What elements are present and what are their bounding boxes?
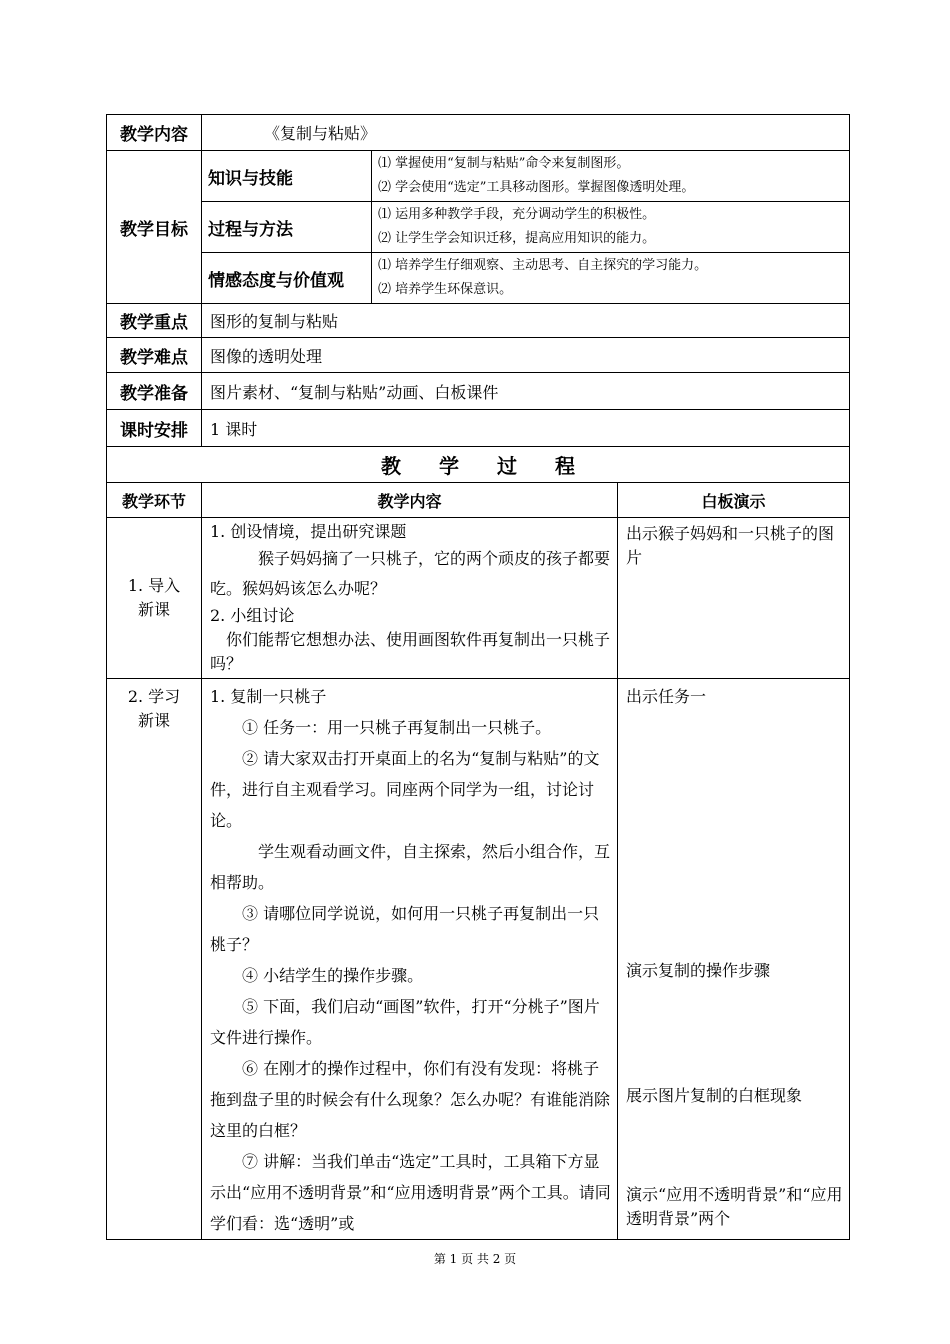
stage-learn-line: 新课 [137, 711, 170, 730]
learn-item: ⑤ 下面，我们启动“画图”软件，打开“分桃子”图片文件进行操作。 [210, 997, 600, 1047]
intro-item: 你们能帮它想想办法、使用画图软件再复制出一只桃子吗？ [210, 630, 611, 673]
teaching-process-table [106, 446, 850, 1240]
goal-knowledge-label: 知识与技能 [202, 151, 372, 202]
col-demo-header: 白板演示 [618, 483, 850, 518]
content-label: 教学内容 [107, 115, 202, 151]
goal-process-line: ⑵ 让学生学会知识迁移，提高应用知识的能力。 [378, 231, 656, 246]
stage-learn [107, 679, 202, 1240]
stage-intro-line: 1. 导入 [127, 576, 181, 595]
schedule-value: 1 课时 [202, 410, 850, 447]
goal-process-lines [372, 202, 850, 253]
learn-item: ③ 请哪位同学说说，如何用一只桃子再复制出一只桃子？ [210, 904, 600, 954]
col-stage-header: 教学环节 [107, 483, 202, 518]
key-label: 教学重点 [107, 304, 202, 338]
goal-process-line: ⑴ 运用多种教学手段，充分调动学生的积极性。 [378, 207, 656, 222]
lesson-info-table [106, 114, 850, 447]
goal-attitude-label: 情感态度与价值观 [202, 253, 372, 304]
goal-knowledge-line: ⑵ 学会使用“选定”工具移动图形。掌握图像透明处理。 [378, 180, 695, 195]
col-content-header: 教学内容 [202, 483, 618, 518]
learn-demo [618, 679, 850, 1240]
intro-item: 2. 小组讨论 [210, 606, 295, 625]
demo-white-frame: 展示图片复制的白框现象 [626, 1086, 803, 1105]
demo-background-tools: 演示“应用不透明背景”和“应用透明背景”两个 [626, 1185, 843, 1228]
goal-knowledge-lines [372, 151, 850, 202]
schedule-label: 课时安排 [107, 410, 202, 447]
intro-item: 猴子妈妈摘了一只桃子，它的两个顽皮的孩子都要吃。猴妈妈该怎么办呢？ [210, 549, 611, 598]
goal-process-label: 过程与方法 [202, 202, 372, 253]
stage-learn-line: 2. 学习 [127, 687, 181, 706]
intro-item: 1. 创设情境，提出研究课题 [210, 522, 407, 541]
learn-item: ④ 小结学生的操作步骤。 [242, 966, 424, 985]
learn-item: ② 请大家双击打开桌面上的名为“复制与粘贴”的文件，进行自主观看学习。同座两个同学为一组，讨论讨论。 [210, 749, 600, 830]
demo-copy-steps: 演示复制的操作步骤 [626, 961, 771, 980]
goal-label: 教学目标 [107, 151, 202, 304]
goal-attitude-line: ⑴ 培养学生仔细观察、主动思考、自主探究的学习能力。 [378, 258, 708, 273]
learn-content [202, 679, 618, 1240]
goal-attitude-lines [372, 253, 850, 304]
learn-item: ⑦ 讲解：当我们单击“选定”工具时，工具箱下方显示出“应用不透明背景”和“应用透明背景”两个工具。请同学们看：选“透明”或 [210, 1152, 611, 1233]
prep-label: 教学准备 [107, 373, 202, 410]
goal-attitude-line: ⑵ 培养学生环保意识。 [378, 282, 513, 297]
learn-item: 学生观看动画文件，自主探索，然后小组合作，互相帮助。 [210, 842, 611, 892]
prep-value: 图片素材、“复制与粘贴”动画、白板课件 [202, 373, 850, 410]
content-value: 《复制与粘贴》 [202, 115, 850, 151]
difficulty-label: 教学难点 [107, 338, 202, 373]
learn-item: ⑥ 在刚才的操作过程中，你们有没有发现：将桃子拖到盘子里的时候会有什么现象？怎么办呢？有谁能消除这里的白框？ [210, 1059, 611, 1140]
page-footer: 第 1 页 共 2 页 [433, 1252, 517, 1266]
stage-intro [107, 518, 202, 679]
intro-demo: 出示猴子妈妈和一只桃子的图片 [618, 518, 850, 679]
intro-content [202, 518, 618, 679]
difficulty-value: 图像的透明处理 [202, 338, 850, 373]
goal-knowledge-line: ⑴ 掌握使用“复制与粘贴”命令来复制图形。 [378, 156, 630, 171]
process-title: 教学过程 [107, 447, 850, 483]
key-value: 图形的复制与粘贴 [202, 304, 850, 338]
demo-task-one: 出示任务一 [626, 687, 707, 706]
learn-item: ① 任务一：用一只桃子再复制出一只桃子。 [242, 718, 552, 737]
learn-item: 1. 复制一只桃子 [210, 687, 327, 706]
stage-intro-line: 新课 [137, 600, 170, 619]
